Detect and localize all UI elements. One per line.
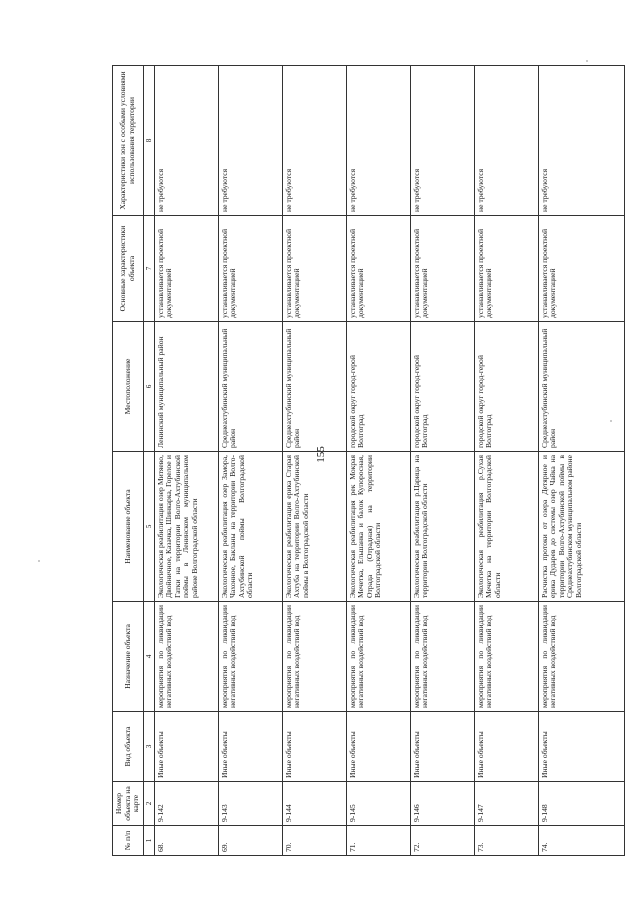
zone-features: не требуются — [154, 66, 218, 216]
header-object-name: Наименование объекта — [113, 452, 144, 602]
zone-features: не требуются — [346, 66, 410, 216]
map-number: 9-147 — [474, 782, 538, 826]
header-object-purpose: Назначение объекта — [113, 602, 144, 712]
object-features: устанавливается проектной документацией — [410, 216, 474, 322]
table-row — [538, 66, 624, 856]
object-name: Экологическая реабилитация озер Замора, Чахонное, Бакланы на территории Волго-Ахтубинской поймы Волгоградской области — [218, 452, 282, 602]
map-number: 9-142 — [154, 782, 218, 826]
object-kind: Иные объекты — [346, 712, 410, 782]
row-number: 68. — [154, 826, 218, 856]
zone-features: не требуются — [410, 66, 474, 216]
table-row — [346, 66, 410, 856]
row-number: 71. — [346, 826, 410, 856]
column-number-row — [143, 66, 154, 856]
object-kind: Иные объекты — [410, 712, 474, 782]
object-features: устанавливается проектной документацией — [218, 216, 282, 322]
objects-register-table — [112, 65, 625, 856]
object-kind: Иные объекты — [474, 712, 538, 782]
object-kind: Иные объекты — [218, 712, 282, 782]
table-row — [410, 66, 474, 856]
object-purpose: мероприятия по ликвидации негативных воздействий вод — [410, 602, 474, 712]
page-number: 155 — [315, 446, 327, 463]
object-purpose: мероприятия по ликвидации негативных воздействий вод — [282, 602, 346, 712]
scan-speck — [38, 560, 40, 562]
scan-speck — [610, 420, 612, 422]
object-kind: Иные объекты — [538, 712, 624, 782]
column-number: 7 — [143, 216, 154, 322]
column-number: 5 — [143, 452, 154, 602]
object-kind: Иные объекты — [154, 712, 218, 782]
header-row — [113, 66, 144, 856]
table-row — [474, 66, 538, 856]
object-purpose: мероприятия по ликвидации негативных воздействий вод — [474, 602, 538, 712]
zone-features: не требуются — [218, 66, 282, 216]
map-number: 9-143 — [218, 782, 282, 826]
object-name: Экологическая реабилитация рек Мокрая Мечетка, Ельшанка и балок Купоросная, Отрада (Отрадная) на территории Волгоградской области — [346, 452, 410, 602]
column-number: 8 — [143, 66, 154, 216]
object-name: Экологическая реабилитация ерика Старая Ахтуба на территории Волго-Ахтубинской поймы в Волгоградской области — [282, 452, 346, 602]
object-features: устанавливается проектной документацией — [538, 216, 624, 322]
map-number: 9-145 — [346, 782, 410, 826]
object-location: Среднеахтубинский муниципальный район — [218, 322, 282, 452]
column-number: 6 — [143, 322, 154, 452]
header-map-number: Номер объекта на карте — [113, 782, 144, 826]
zone-features: не требуются — [282, 66, 346, 216]
object-location: городской округ город-герой Волгоград — [410, 322, 474, 452]
map-number: 9-146 — [410, 782, 474, 826]
column-number: 3 — [143, 712, 154, 782]
row-number: 74. — [538, 826, 624, 856]
map-number: 9-148 — [538, 782, 624, 826]
register-table-wrapper — [112, 66, 632, 856]
column-number: 2 — [143, 782, 154, 826]
map-number: 9-144 — [282, 782, 346, 826]
object-name: Экологическая реабилитация р.Царица на территории Волгоградской области — [410, 452, 474, 602]
object-location: Среднеахтубинский муниципальный район — [538, 322, 624, 452]
header-main-characteristics: Основные характеристики объекта — [113, 216, 144, 322]
object-name: Экологическая реабилитация озер Митяево, Двойничное, Казачка, Шинкарка, Горелое и Гатки на территории Волго-Ахтубинской поймы в Ленинском муниципальном районе Волгоградской области — [154, 452, 218, 602]
object-features: устанавливается проектной документацией — [154, 216, 218, 322]
object-location: Ленинский муниципальный район — [154, 322, 218, 452]
table-row — [218, 66, 282, 856]
object-kind: Иные объекты — [282, 712, 346, 782]
zone-features: не требуются — [474, 66, 538, 216]
header-object-kind: Вид объекта — [113, 712, 144, 782]
zone-features: не требуются — [538, 66, 624, 216]
object-purpose: мероприятия по ликвидации негативных воздействий вод — [346, 602, 410, 712]
object-location: городской округ город-герой Волгоград — [474, 322, 538, 452]
header-location: Местоположение — [113, 322, 144, 452]
object-name: Экологическая реабилитация р.Сухая Мечетка на территории Волгоградской области — [474, 452, 538, 602]
object-purpose: мероприятия по ликвидации негативных воздействий вод — [154, 602, 218, 712]
column-number: 1 — [143, 826, 154, 856]
object-features: устанавливается проектной документацией — [346, 216, 410, 322]
row-number: 70. — [282, 826, 346, 856]
table-row — [282, 66, 346, 856]
header-number: № п/п — [113, 826, 144, 856]
object-purpose: мероприятия по ликвидации негативных воздействий вод — [538, 602, 624, 712]
header-zone-characteristics: Характеристики зон с особыми условиями использования территории — [113, 66, 144, 216]
row-number: 73. — [474, 826, 538, 856]
table-row — [154, 66, 218, 856]
object-location: Среднеахтубинский муниципальный район — [282, 322, 346, 452]
object-features: устанавливается проектной документацией — [282, 216, 346, 322]
object-purpose: мероприятия по ликвидации негативных воздействий вод — [218, 602, 282, 712]
object-features: устанавливается проектной документацией — [474, 216, 538, 322]
row-number: 72. — [410, 826, 474, 856]
object-name: Расчистка протоки от озера Детярное и ерика Дударев до системы озер Чайка на территории Волго-Ахтубинской поймы в Среднеахтубинском муниципальном районе Волгоградской области — [538, 452, 624, 602]
column-number: 4 — [143, 602, 154, 712]
object-location: городской округ город-герой Волгоград — [346, 322, 410, 452]
scan-speck — [586, 60, 588, 62]
row-number: 69. — [218, 826, 282, 856]
